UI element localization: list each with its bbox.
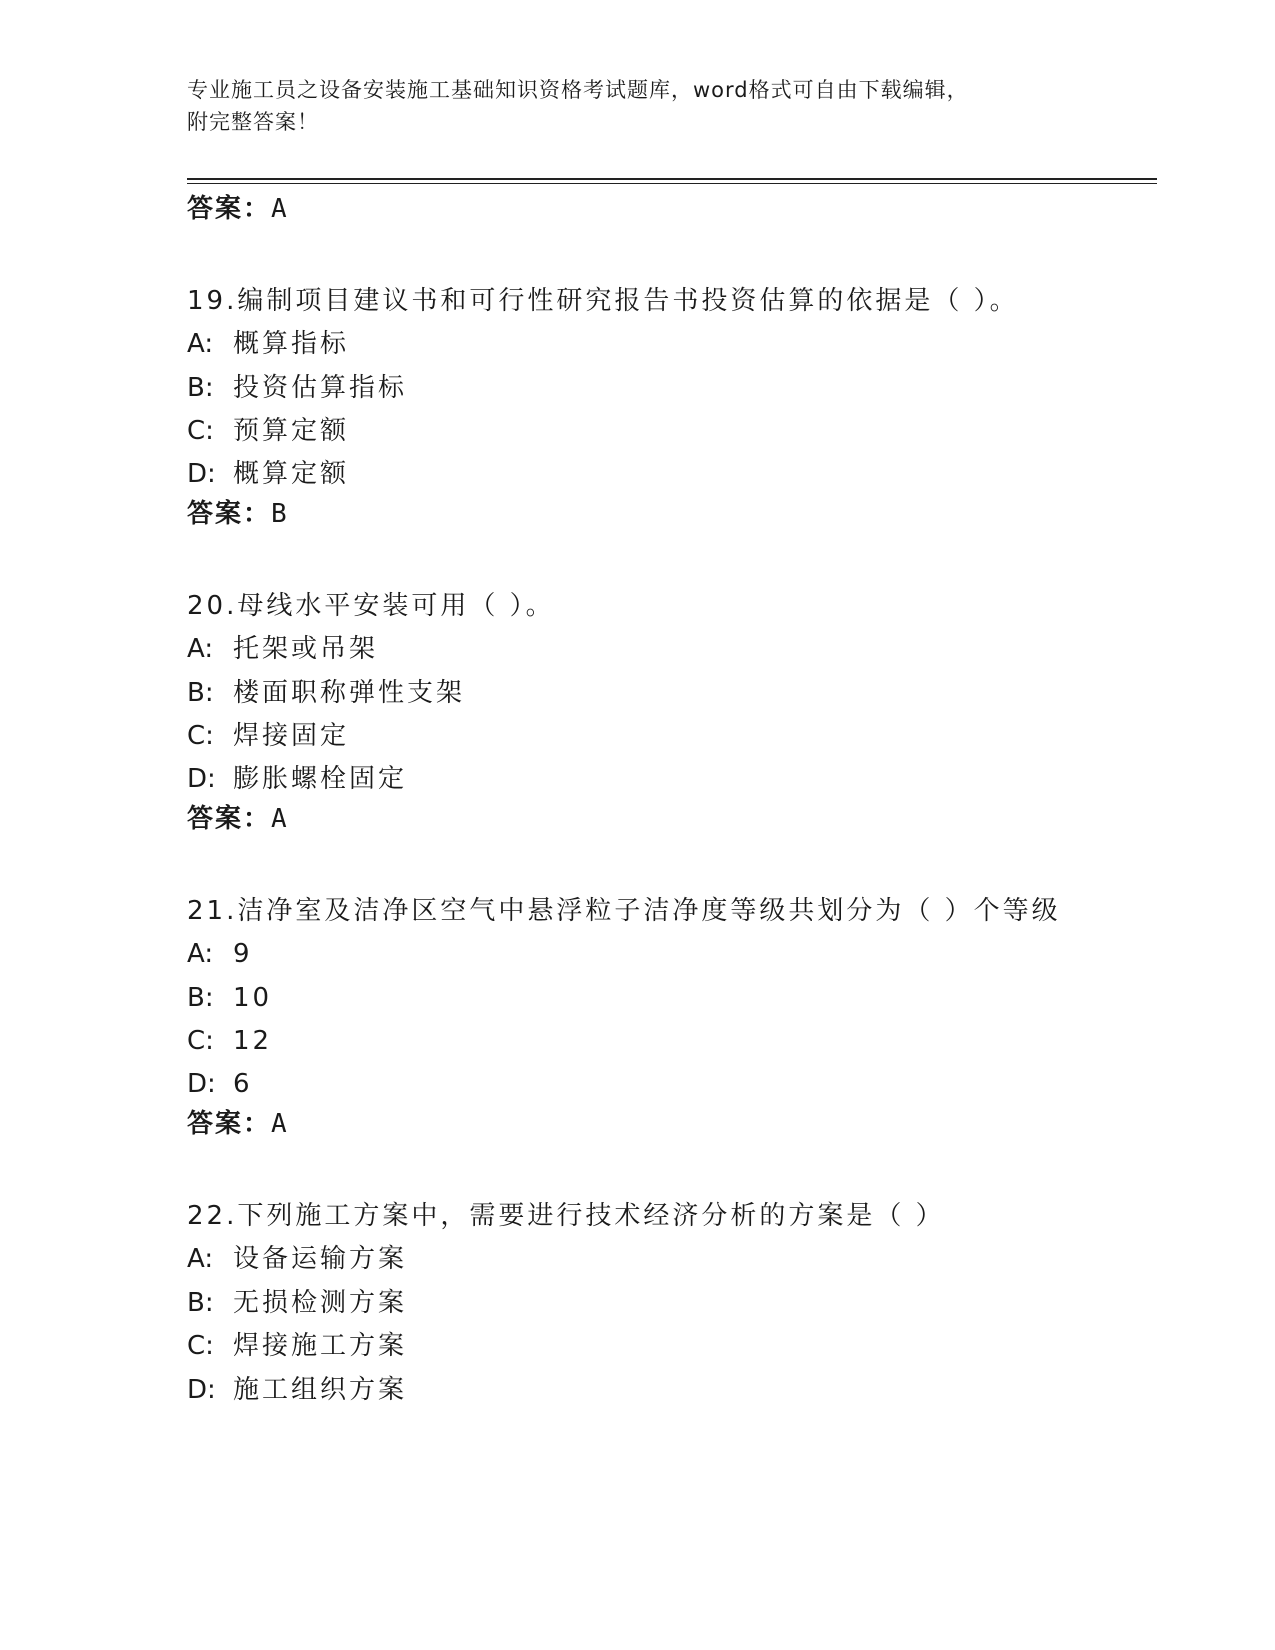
question-stem: 21.洁净室及洁净区空气中悬浮粒子洁净度等级共划分为（ ）个等级	[187, 896, 1061, 926]
answer-line	[187, 192, 289, 226]
option-text: 6	[233, 1069, 253, 1099]
question-stem: 19.编制项目建议书和可行性研究报告书投资估算的依据是（ ）。	[187, 286, 1019, 316]
option-text: 概算指标	[233, 329, 350, 359]
option-c	[187, 414, 349, 448]
option-key: D:	[187, 764, 216, 794]
option-key: D:	[187, 1069, 216, 1099]
option-text: 设备运输方案	[233, 1244, 408, 1274]
option-text: 预算定额	[233, 416, 350, 446]
header-line-2: 附完整答案！	[187, 110, 319, 134]
answer-label: 答案：	[187, 804, 272, 834]
option-a	[187, 937, 253, 971]
option-a	[187, 327, 349, 361]
answer-line	[187, 497, 289, 531]
header-divider-thick	[187, 178, 1157, 180]
option-key: B:	[187, 1288, 214, 1318]
option-key: D:	[187, 1375, 216, 1405]
answer-label: 答案：	[187, 499, 272, 529]
option-key: A:	[187, 939, 214, 969]
option-text: 施工组织方案	[233, 1375, 408, 1405]
option-key: A:	[187, 634, 214, 664]
option-text: 投资估算指标	[233, 373, 408, 403]
option-text: 托架或吊架	[233, 634, 379, 664]
document-header	[187, 74, 1067, 138]
option-c	[187, 1329, 407, 1363]
option-d	[187, 1373, 407, 1407]
option-text: 焊接固定	[233, 721, 350, 751]
answer-line	[187, 1107, 289, 1141]
answer-label: 答案：	[187, 194, 272, 224]
option-key: A:	[187, 329, 214, 359]
header-line-1: 专业施工员之设备安装施工基础知识资格考试题库，word格式可自由下载编辑，	[187, 78, 969, 102]
option-text: 概算定额	[233, 459, 350, 489]
question-stem: 22.下列施工方案中，需要进行技术经济分析的方案是（ ）	[187, 1201, 945, 1231]
option-text: 无损检测方案	[233, 1288, 408, 1318]
option-a	[187, 1242, 407, 1276]
option-text: 楼面职称弹性支架	[233, 678, 466, 708]
header-divider-thin	[187, 183, 1157, 184]
option-key: C:	[187, 416, 214, 446]
option-key: A:	[187, 1244, 214, 1274]
option-key: C:	[187, 1331, 214, 1361]
option-text: 12	[233, 1026, 273, 1056]
option-a	[187, 632, 378, 666]
answer-value: B	[271, 499, 289, 529]
answer-line	[187, 802, 289, 836]
option-b	[187, 371, 407, 405]
option-c	[187, 1024, 272, 1058]
option-c	[187, 719, 349, 753]
answer-label: 答案：	[187, 1109, 272, 1139]
option-text: 焊接施工方案	[233, 1331, 408, 1361]
option-text: 膨胀螺栓固定	[233, 764, 408, 794]
answer-value: A	[271, 194, 289, 224]
option-key: D:	[187, 459, 216, 489]
option-key: B:	[187, 983, 214, 1013]
option-text: 10	[233, 983, 273, 1013]
answer-value: A	[271, 1109, 289, 1139]
option-b	[187, 981, 272, 1015]
option-text: 9	[233, 939, 253, 969]
option-d	[187, 1067, 253, 1101]
option-key: B:	[187, 678, 214, 708]
option-d	[187, 457, 349, 491]
option-b	[187, 1286, 407, 1320]
option-d	[187, 762, 407, 796]
option-key: C:	[187, 1026, 214, 1056]
option-b	[187, 676, 465, 710]
option-key: C:	[187, 721, 214, 751]
answer-value: A	[271, 804, 289, 834]
question-stem: 20.母线水平安装可用（ ）。	[187, 591, 555, 621]
option-key: B:	[187, 373, 214, 403]
